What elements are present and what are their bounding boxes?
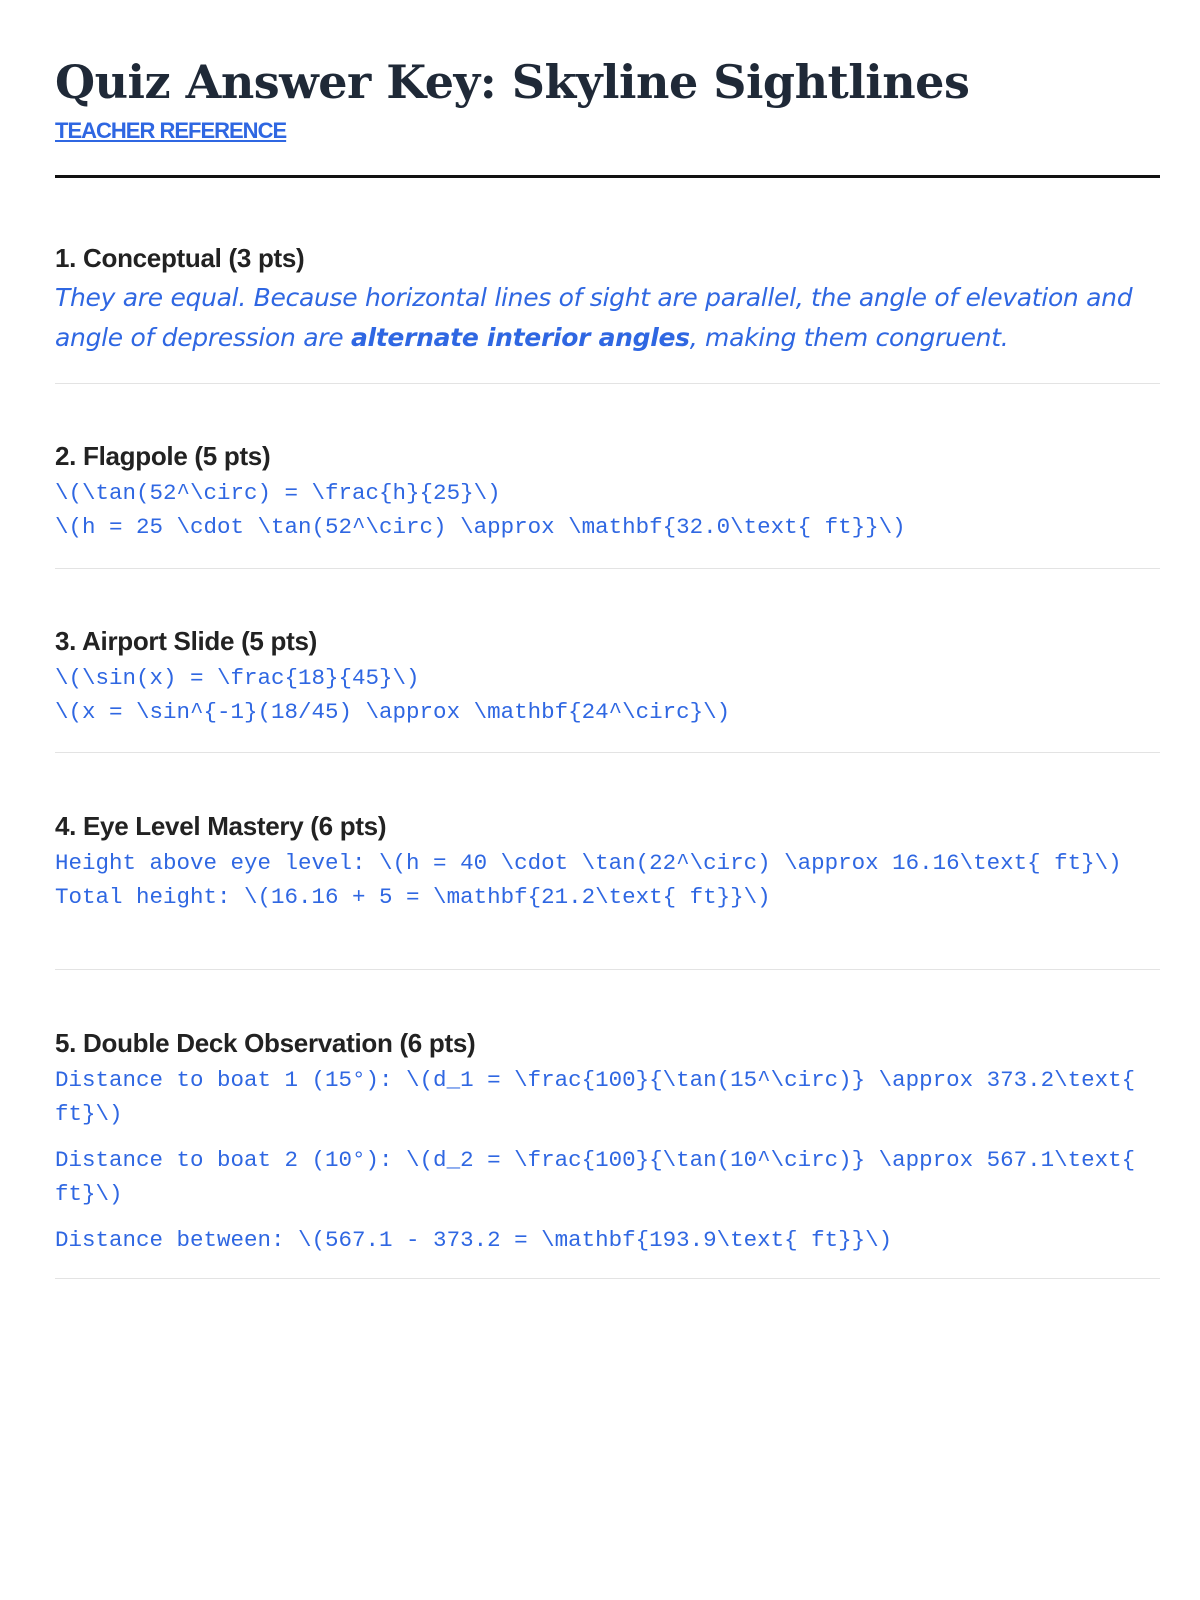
answer-text: They are equal. Because horizontal lines of sight are parallel, the angle of elevation and angle of depression are alternate interior angles, making them congruent. — [55, 283, 1133, 352]
question-3 — [55, 625, 1160, 729]
answer-line: \(h = 25 \cdot \tan(52^\circ) \approx \mathbf{32.0\text{ ft}}\) — [55, 514, 906, 540]
question-title: 5. Double Deck Observation (6 pts) — [55, 1028, 476, 1058]
section-divider — [55, 383, 1160, 384]
section-divider — [55, 752, 1160, 753]
answer-line: \(\tan(52^\circ) = \frac{h}{25}\) — [55, 480, 501, 506]
answer-line: Distance to boat 2 (10°): \(d_2 = \frac{100}{\tan(10^\circ)} \approx 567.1\text{ ft}\) — [55, 1147, 1149, 1207]
page-title: Quiz Answer Key: Skyline Sightlines — [55, 55, 970, 109]
question-title: 2. Flagpole (5 pts) — [55, 441, 271, 471]
question-1 — [55, 242, 1160, 358]
answer-line: \(\sin(x) = \frac{18}{45}\) — [55, 665, 420, 691]
question-title: 4. Eye Level Mastery (6 pts) — [55, 811, 387, 841]
question-5 — [55, 1027, 1160, 1257]
answer-line: Distance between: \(567.1 - 373.2 = \mathbf{193.9\text{ ft}}\) — [55, 1227, 893, 1253]
section-divider — [55, 568, 1160, 569]
header-divider — [55, 175, 1160, 178]
question-4 — [55, 810, 1160, 914]
teacher-reference-label: TEACHER REFERENCE — [55, 118, 287, 143]
question-2 — [55, 440, 1160, 544]
answer-line: \(x = \sin^{-1}(18/45) \approx \mathbf{24^\circ}\) — [55, 699, 731, 725]
answer-emphasis: alternate interior angles — [350, 323, 690, 352]
section-divider — [55, 1278, 1160, 1279]
question-title: 3. Airport Slide (5 pts) — [55, 626, 317, 656]
answer-line: Height above eye level: \(h = 40 \cdot \tan(22^\circ) \approx 16.16\text{ ft}\) — [55, 850, 1122, 876]
answer-line: Distance to boat 1 (15°): \(d_1 = \frac{100}{\tan(15^\circ)} \approx 373.2\text{ ft}\) — [55, 1067, 1149, 1127]
section-divider — [55, 969, 1160, 970]
question-title: 1. Conceptual (3 pts) — [55, 243, 305, 273]
answer-line: Total height: \(16.16 + 5 = \mathbf{21.2\text{ ft}}\) — [55, 884, 771, 910]
